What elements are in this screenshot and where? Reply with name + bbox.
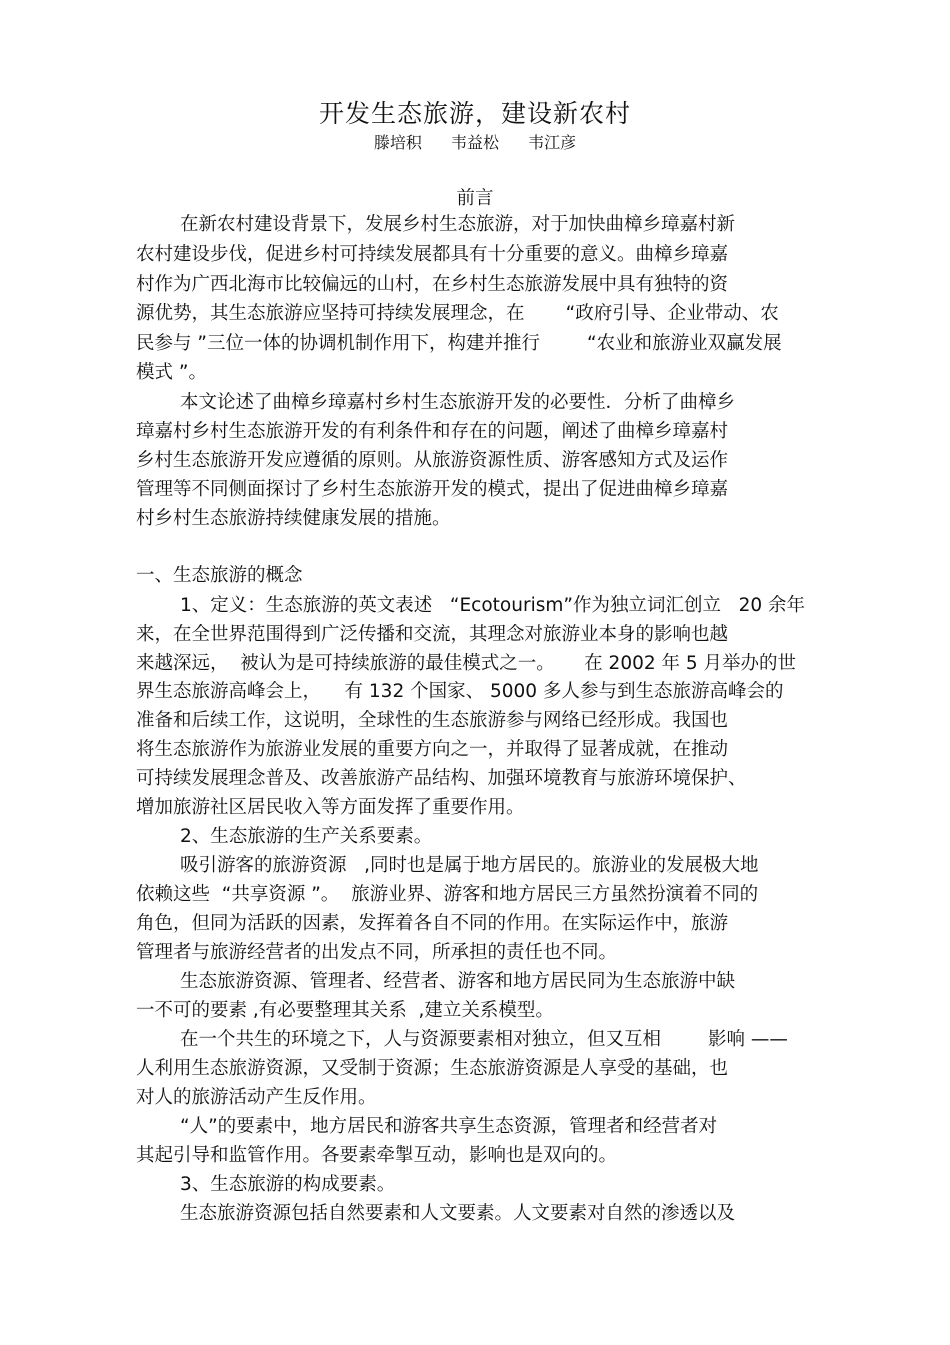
text-line: 对人的旅游活动产生反作用。	[136, 1087, 377, 1108]
text-line: 本文论述了曲樟乡璋嘉村乡村生态旅游开发的必要性．分析了曲樟乡	[180, 392, 736, 413]
document-title: 开发生态旅游，建设新农村	[318, 99, 631, 128]
text-line: 农村建设步伐，促进乡村可持续发展都具有十分重要的意义。曲樟乡璋嘉	[136, 244, 729, 265]
text-line: 将生态旅游作为旅游业发展的重要方向之一，并取得了显著成就，在推动	[136, 739, 729, 760]
text-line: 可持续发展理念普及、改善旅游产品结构、加强环境教育与旅游环境保护、	[136, 768, 747, 789]
text-line: 增加旅游社区居民收入等方面发挥了重要作用。	[136, 797, 525, 818]
text-line: 角色，但同为活跃的因素，发挥着各自不同的作用。在实际运作中，旅游	[136, 913, 729, 934]
subsection-heading: 3、生态旅游的构成要素。	[180, 1174, 396, 1195]
text-line: 在新农村建设背景下，发展乡村生态旅游，对于加快曲樟乡璋嘉村新	[180, 214, 736, 235]
author-name: 韦江彦	[528, 133, 577, 152]
text-line: 管理者与旅游经营者的出发点不同，所承担的责任也不同。	[136, 942, 618, 963]
text-line: 界生态旅游高峰会上， 有 132 个国家、 5000 多人参与到生态旅游高峰会的	[136, 681, 784, 702]
text-line: 生态旅游资源包括自然要素和人文要素。人文要素对自然的渗透以及	[180, 1203, 736, 1224]
text-line: 来越深远， 被认为是可持续旅游的最佳模式之一。 在 2002 年 5 月举办的世	[136, 653, 797, 674]
text-line: 人利用生态旅游资源，又受制于资源；生态旅游资源是人享受的基础，也	[136, 1058, 729, 1079]
section-heading: 一、生态旅游的概念	[136, 565, 303, 586]
text-line: 源优势，其生态旅游应坚持可持续发展理念，在 “政府引导、企业带动、农	[136, 303, 779, 324]
text-line: 村作为广西北海市比较偏远的山村，在乡村生态旅游发展中具有独特的资	[136, 274, 729, 295]
text-line: “人”的要素中，地方居民和游客共享生态资源，管理者和经营者对	[180, 1116, 718, 1137]
text-line: 在一个共生的环境之下，人与资源要素相对独立，但又互相 影响 ——	[180, 1029, 788, 1050]
text-line: 璋嘉村乡村生态旅游开发的有利条件和存在的问题，阐述了曲樟乡璋嘉村	[136, 421, 729, 442]
text-line: 民参与 ”三位一体的协调机制作用下，构建并推行 “农业和旅游业双赢发展	[136, 333, 782, 354]
text-line: 一不可的要素 ,有必要整理其关系 ,建立关系模型。	[136, 1000, 554, 1021]
author-name: 韦益松	[450, 133, 499, 152]
text-line: 准备和后续工作，这说明，全球性的生态旅游参与网络已经形成。我国也	[136, 710, 729, 731]
text-line: 乡村生态旅游开发应遵循的原则。从旅游资源性质、游客感知方式及运作	[136, 450, 729, 471]
text-line: 1、定义：生态旅游的英文表述 “Ecotourism”作为独立词汇创立 20 余年	[180, 595, 806, 616]
text-line: 村乡村生态旅游持续健康发展的措施。	[136, 508, 451, 529]
text-line: 管理等不同侧面探讨了乡村生态旅游开发的模式，提出了促进曲樟乡璋嘉	[136, 479, 729, 500]
text-line: 吸引游客的旅游资源 ,同时也是属于地方居民的。旅游业的发展极大地	[180, 855, 759, 876]
text-line: 依赖这些 “共享资源 ”。 旅游业界、游客和地方居民三方虽然扮演着不同的	[136, 884, 759, 905]
preface-heading: 前言	[456, 188, 494, 209]
text-line: 生态旅游资源、管理者、经营者、游客和地方居民同为生态旅游中缺	[180, 971, 736, 992]
author-list	[0, 130, 950, 153]
text-line: 其起引导和监管作用。各要素牵掣互动，影响也是双向的。	[136, 1145, 618, 1166]
text-line: 模式 ”。	[136, 362, 207, 383]
author-name: 滕培积	[373, 133, 422, 152]
text-line: 来，在全世界范围得到广泛传播和交流，其理念对旅游业本身的影响也越	[136, 624, 729, 645]
subsection-heading: 2、生态旅游的生产关系要素。	[180, 826, 433, 847]
